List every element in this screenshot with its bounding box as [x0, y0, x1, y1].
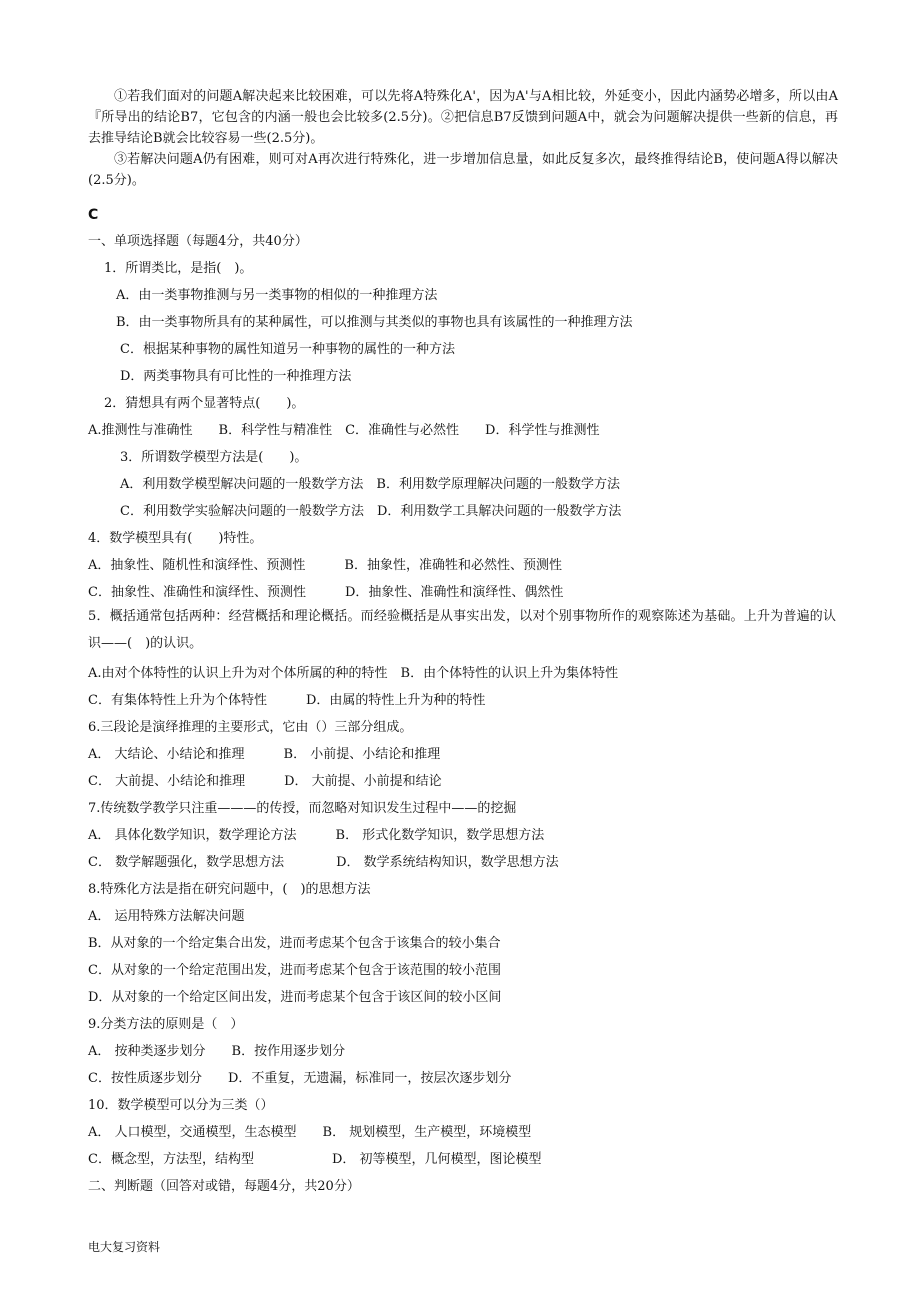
- q3-stem: 3．所谓数学模型方法是( )。: [120, 450, 308, 465]
- q1-option-a: A．由一类事物推测与另一类事物的相似的一种推理方法: [116, 288, 438, 303]
- q8-option-a: A． 运用特殊方法解决问题: [88, 909, 245, 924]
- part2-heading: 二、判断题（回答对或错，每题4分，共20分）: [88, 1179, 360, 1194]
- q2-stem: 2．猜想具有两个显著特点( )。: [104, 396, 305, 411]
- q9-options-ab: A． 按种类逐步划分 B．按作用逐步划分: [88, 1044, 346, 1059]
- intro-block: [88, 86, 838, 191]
- q8-option-d: D．从对象的一个给定区间出发，进而考虑某个包含于该区间的较小区间: [88, 990, 502, 1005]
- q4-options-ab: A．抽象性、随机性和演绎性、预测性 B．抽象性，准确牲和必然性、预测性: [88, 558, 562, 573]
- q3-options-cd: C．利用数学实验解决问题的一般数学方法 D．利用数学工具解决问题的一般数学方法: [120, 504, 622, 519]
- q5-options-cd: C．有集体特性上升为个体特性 D．由属的特性上升为种的特性: [88, 693, 486, 708]
- q10-stem: 10．数学模型可以分为三类（）: [88, 1098, 274, 1113]
- q1-option-c: C．根据某种事物的属性知道另一种事物的属性的一种方法: [120, 342, 455, 357]
- q2-options: A.推测性与准确性 B．科学性与精准性 C．准确性与必然性 D．科学性与推测性: [88, 423, 600, 438]
- section-label: C: [88, 207, 99, 223]
- q9-options-cd: C．按性质逐步划分 D．不重复，无遗漏，标准同一，按层次逐步划分: [88, 1071, 512, 1086]
- q6-options-cd: C． 大前提、小结论和推理 D． 大前提、小前提和结论: [88, 774, 442, 789]
- page-footer: 电大复习资料: [88, 1240, 161, 1254]
- q7-options-cd: C． 数学解题强化，数学思想方法 D． 数学系统结构知识，数学思想方法: [88, 855, 559, 870]
- q8-option-b: B．从对象的一个给定集合出发，进而考虑某个包含于该集合的较小集合: [88, 936, 501, 951]
- q7-options-ab: A． 具体化数学知识，数学理论方法 B． 形式化数学知识，数学思想方法: [88, 828, 545, 843]
- q1-stem: 1．所谓类比，是指( )。: [104, 261, 253, 276]
- q9-stem: 9.分类方法的原则是（ ）: [88, 1017, 244, 1032]
- q8-stem: 8.特殊化方法是指在研究问题中，( )的思想方法: [88, 882, 371, 897]
- q5-stem: 5．概括通常包括两种：经营概括和理论概括。而经验概括是从事实出发，以对个别事物所作的观察陈述为基础。上升为普遍的认识——( )的认识。: [88, 609, 836, 651]
- q10-options-ab: A． 人口模型，交通模型，生态模型 B． 规划模型，生产模型，环境模型: [88, 1125, 532, 1140]
- q10-options-cd: C．概念型，方法型，结构型 D． 初等模型，几何模型，图论模型: [88, 1152, 542, 1167]
- q1-option-d: D．两类事物具有可比性的一种推理方法: [120, 369, 352, 384]
- intro-paragraph-2: ③若解决问题A仍有困难，则可对A再次进行特殊化，进一步增加信息量，如此反复多次，最终推得结论B，使问题A得以解决(2.5分)。: [88, 152, 838, 188]
- q3-options-ab: A．利用数学模型解决问题的一般数学方法 B．利用数学原理解决问题的一般数学方法: [120, 477, 620, 492]
- q6-stem: 6.三段论是演绎推理的主要形式，它由（）三部分组成。: [88, 720, 413, 735]
- q7-stem: 7.传统数学教学只注重———的传授，而忽略对知识发生过程中——的挖掘: [88, 801, 517, 816]
- q4-stem: 4．数学模型具有( )特性。: [88, 531, 263, 546]
- q8-option-c: C．从对象的一个给定范围出发，进而考虑某个包含于该范围的较小范围: [88, 963, 501, 978]
- part1-heading: 一、单项选择题（每题4分，共40分）: [88, 234, 308, 249]
- q1-option-b: B．由一类事物所具有的某种属性，可以推测与其类似的事物也具有该属性的一种推理方法: [116, 315, 633, 330]
- q5-options-ab: A.由对个体特性的认识上升为对个体所属的种的特性 B．由个体特性的认识上升为集体特性: [88, 666, 619, 681]
- intro-paragraph-1: ①若我们面对的问题A解决起来比较困难，可以先将A特殊化A'，因为A'与A相比较，外延变小，因此内涵势必增多，所以由A『所导出的结论B7，它包含的内涵一般也会比较多(2.5分)。②把信息B7反馈到问题A中，就会为问题解决提供一些新的信息，再去推导结论B就会比较容易一些(2.5分)。: [88, 89, 838, 146]
- q4-options-cd: C．抽象性、准确性和演绎性、预测性 D．抽象性、准确性和演绎性、偶然性: [88, 585, 564, 600]
- q6-options-ab: A． 大结论、小结论和推理 B． 小前提、小结论和推理: [88, 747, 441, 762]
